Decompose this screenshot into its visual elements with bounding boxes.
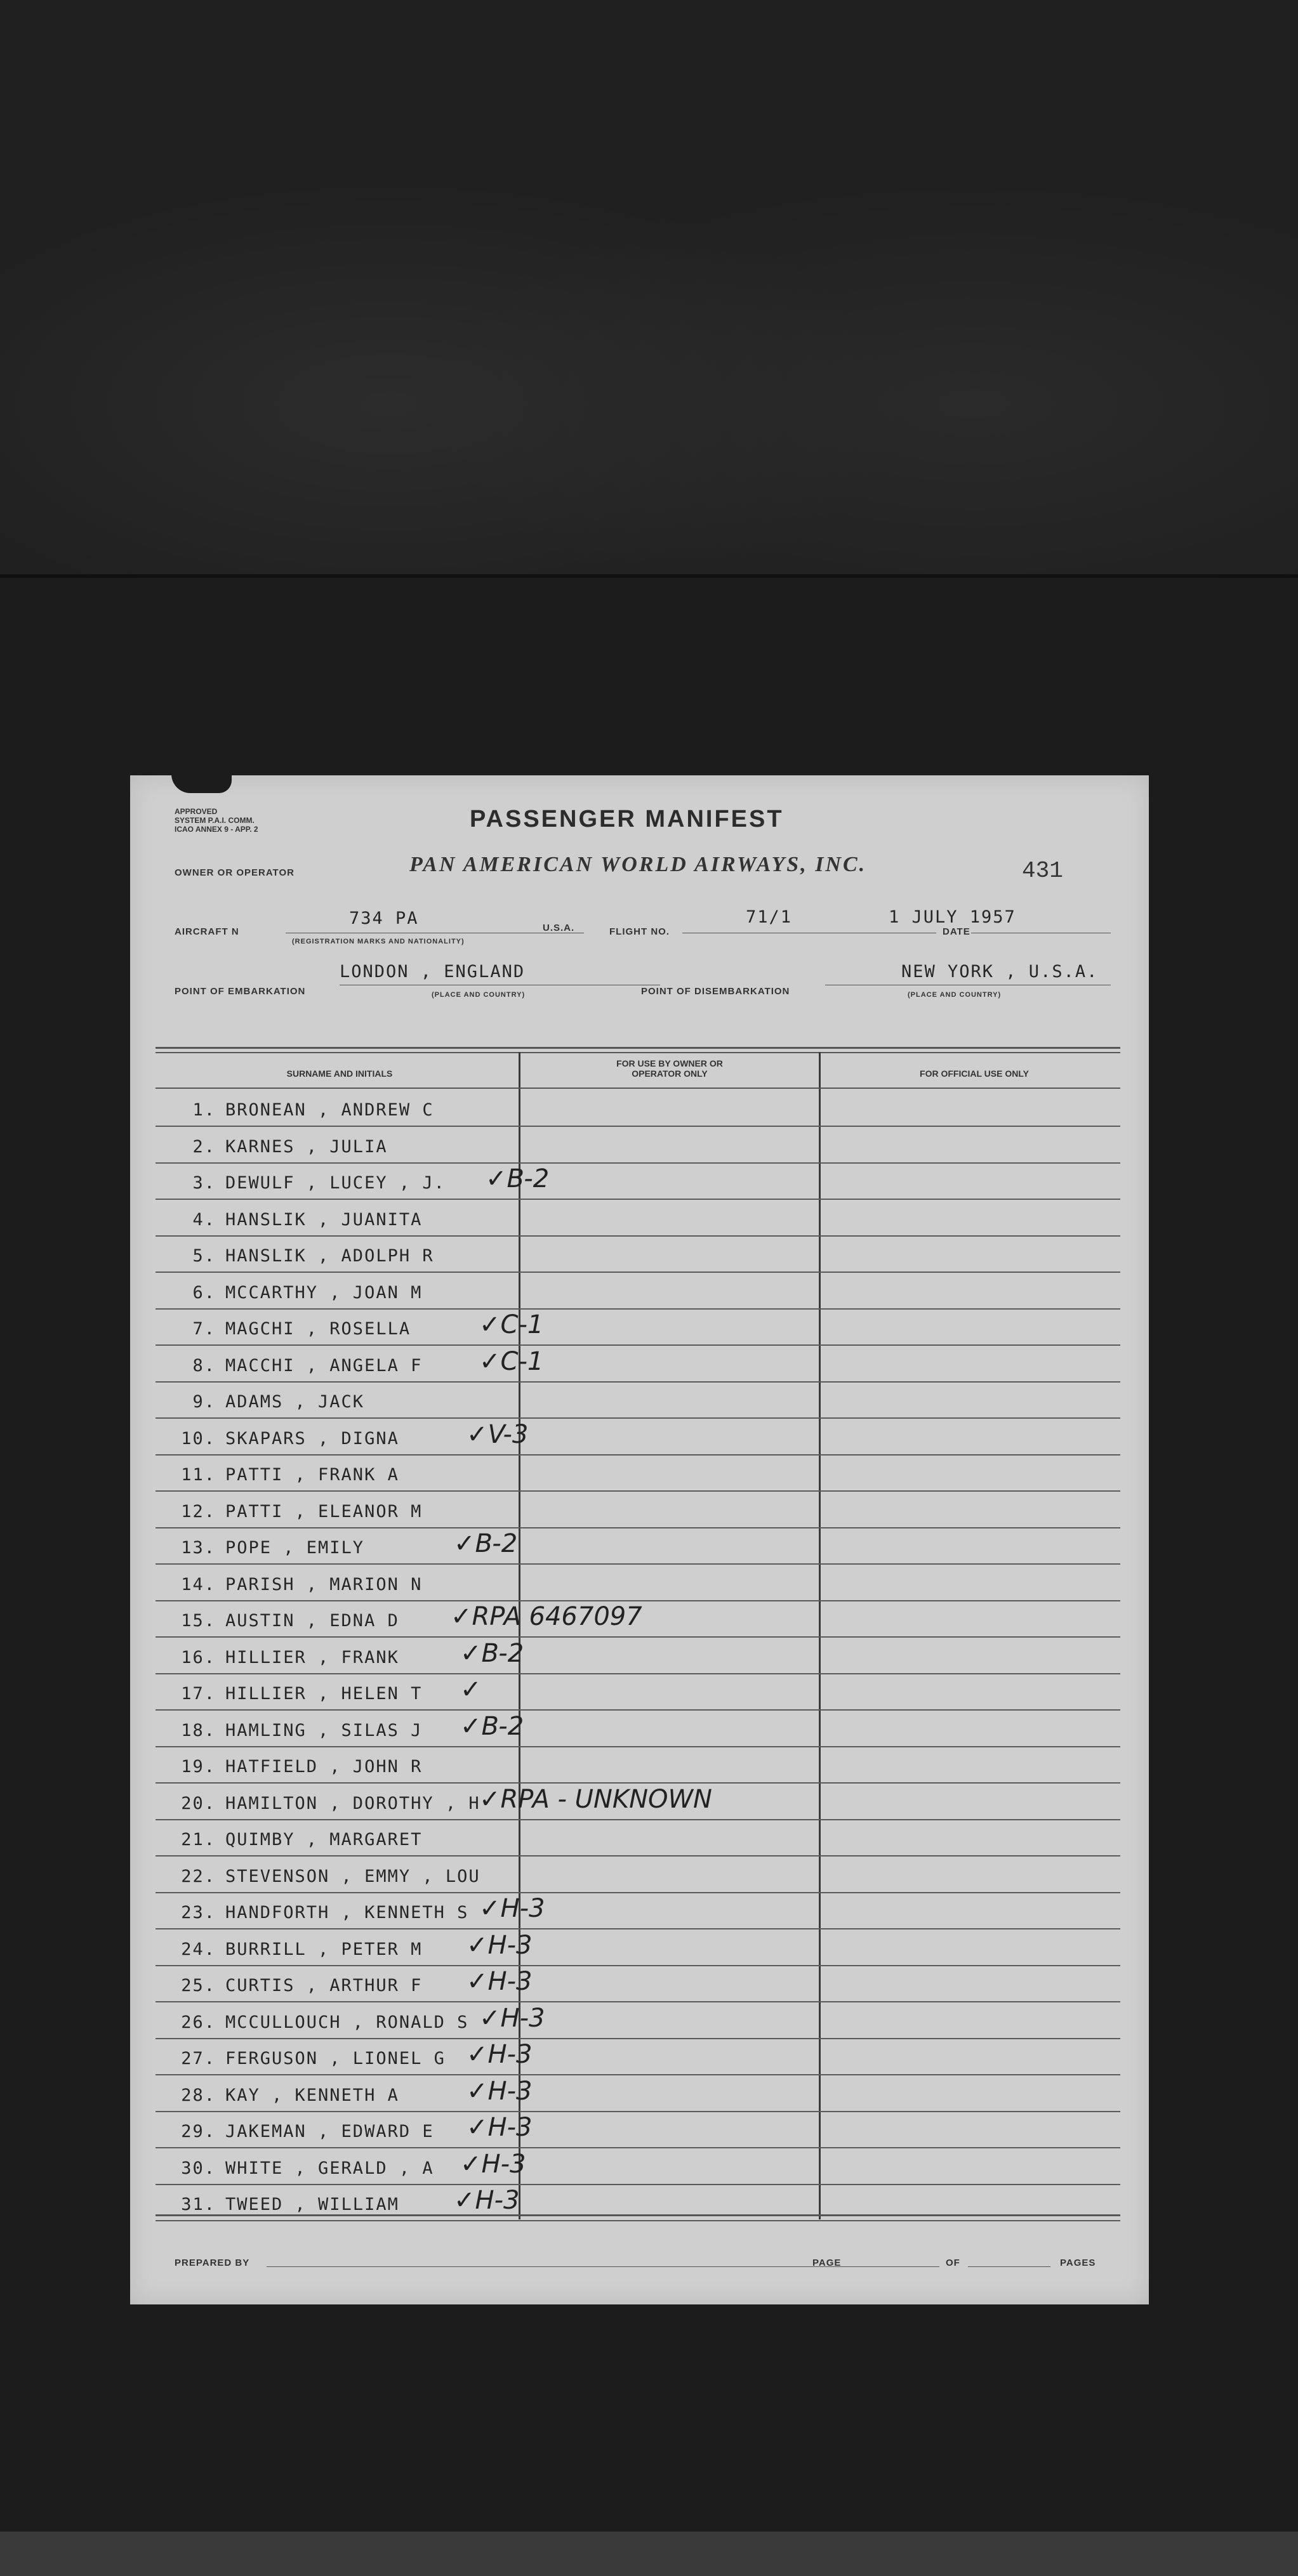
row-number: 4. <box>192 1209 216 1230</box>
table-row <box>156 1492 1120 1528</box>
table-row <box>156 1638 1120 1674</box>
table-row <box>156 1893 1120 1929</box>
row-number: 1. <box>192 1100 216 1120</box>
passenger-name: HATFIELD , JOHN R <box>225 1757 423 1777</box>
table-row <box>156 1929 1120 1966</box>
row-number: 8. <box>192 1355 216 1376</box>
row-number: 7. <box>192 1319 216 1339</box>
handwritten-check-mark: ✓C-1 <box>479 1310 544 1339</box>
table-row <box>156 2148 1120 2185</box>
passenger-name: MCCARTHY , JOAN M <box>225 1282 423 1303</box>
approval-block <box>175 807 258 834</box>
table-row <box>156 1674 1120 1711</box>
approval-line: SYSTEM P.A.I. COMM. <box>175 816 255 825</box>
row-number: 31. <box>181 2195 216 2214</box>
handwritten-check-mark: ✓V-3 <box>467 1419 529 1449</box>
embarkation-value: LONDON , ENGLAND <box>340 962 526 982</box>
row-number: 30. <box>181 2158 216 2178</box>
row-number: 9. <box>192 1392 216 1412</box>
passenger-name: MACCHI , ANGELA F <box>225 1355 423 1376</box>
handwritten-check-mark: ✓H-3 <box>467 2040 533 2069</box>
handwritten-check-mark: ✓RPA 6467097 <box>451 1602 642 1631</box>
row-number: 6. <box>192 1282 216 1303</box>
passenger-name: POPE , EMILY <box>225 1538 365 1558</box>
manifest-title: PASSENGER MANIFEST <box>470 806 784 832</box>
embarkation-label: POINT OF EMBARKATION <box>175 986 306 997</box>
row-number: 26. <box>181 2012 216 2032</box>
passenger-name: HANDFORTH , KENNETH S <box>225 1903 469 1922</box>
passenger-name: JAKEMAN , EDWARD E <box>225 2122 434 2141</box>
table-row <box>156 1309 1120 1346</box>
passenger-name: TWEED , WILLIAM <box>225 2195 399 2214</box>
manifest-sheet <box>130 775 1149 2304</box>
table-row <box>156 1200 1120 1237</box>
handwritten-check-mark: ✓H-3 <box>479 2003 545 2033</box>
table-row <box>156 1784 1120 1820</box>
passenger-name: FERGUSON , LIONEL G <box>225 2049 446 2068</box>
handwritten-check-mark: ✓H-3 <box>454 2186 520 2215</box>
aircraft-label: AIRCRAFT N <box>175 926 239 937</box>
embark-place-note: (PLACE AND COUNTRY) <box>432 991 526 999</box>
row-number: 5. <box>192 1246 216 1266</box>
row-number: 21. <box>181 1830 216 1850</box>
table-row <box>156 1090 1120 1127</box>
date-value: 1 JULY 1957 <box>889 907 1016 927</box>
row-number: 23. <box>181 1903 216 1922</box>
table-row <box>156 1419 1120 1456</box>
row-number: 17. <box>181 1684 216 1704</box>
passenger-name: ADAMS , JACK <box>225 1392 365 1412</box>
pages-label: PAGES <box>1060 2257 1096 2268</box>
registration-note: (REGISTRATION MARKS AND NATIONALITY) <box>292 938 465 945</box>
handwritten-check-mark: ✓H-3 <box>479 1894 545 1923</box>
handwritten-check-mark: ✓ <box>460 1675 482 1704</box>
date-label: DATE <box>943 926 970 937</box>
approval-line: APPROVED <box>175 807 218 816</box>
table-top-rule-2 <box>156 1052 1120 1053</box>
flight-value: 71/1 <box>746 907 793 927</box>
handwritten-check-mark: ✓H-3 <box>467 2113 533 2142</box>
passenger-name: WHITE , GERALD , A <box>225 2158 434 2178</box>
row-number: 24. <box>181 1939 216 1959</box>
passenger-name: MCCULLOUCH , RONALD S <box>225 2012 469 2032</box>
handwritten-check-mark: ✓RPA - UNKNOWN <box>479 1784 712 1814</box>
passenger-name: DEWULF , LUCEY , J. <box>225 1173 446 1193</box>
passenger-name: STEVENSON , EMMY , LOU <box>225 1866 480 1886</box>
table-row <box>156 1711 1120 1747</box>
table-row <box>156 2075 1120 2112</box>
table-bottom-rule <box>156 2214 1120 2216</box>
passenger-name: PARISH , MARION N <box>225 1574 423 1594</box>
passenger-name: PATTI , FRANK A <box>225 1465 399 1485</box>
row-number: 14. <box>181 1574 216 1594</box>
passenger-name: KAY , KENNETH A <box>225 2085 399 2105</box>
row-number: 10. <box>181 1428 216 1449</box>
passenger-name: PATTI , ELEANOR M <box>225 1501 423 1521</box>
header-rule <box>156 1088 1120 1089</box>
row-number: 15. <box>181 1611 216 1631</box>
row-number: 12. <box>181 1501 216 1521</box>
table-row <box>156 1528 1120 1565</box>
row-number: 29. <box>181 2122 216 2141</box>
table-row <box>156 1236 1120 1273</box>
column-header-official: FOR OFFICIAL USE ONLY <box>920 1068 1029 1079</box>
table-row <box>156 1163 1120 1200</box>
torn-corner <box>171 765 232 793</box>
passenger-name: QUIMBY , MARGARET <box>225 1830 423 1850</box>
handwritten-check-mark: ✓H-3 <box>460 2149 526 2179</box>
table-row <box>156 1346 1120 1383</box>
disembarkation-value: NEW YORK , U.S.A. <box>901 962 1099 982</box>
table-row <box>156 1820 1120 1856</box>
row-number: 27. <box>181 2049 216 2068</box>
handwritten-check-mark: ✓B-2 <box>486 1164 550 1193</box>
handwritten-check-mark: ✓B-2 <box>460 1638 524 1668</box>
row-rule <box>156 2220 1120 2221</box>
passenger-name: HANSLIK , JUANITA <box>225 1209 423 1230</box>
passenger-name: HANSLIK , ADOLPH R <box>225 1246 434 1266</box>
column-header-name: SURNAME AND INITIALS <box>286 1068 393 1079</box>
dark-scan-background <box>0 0 1298 577</box>
row-number: 19. <box>181 1757 216 1777</box>
disembarkation-label: POINT OF DISEMBARKATION <box>641 986 790 997</box>
prepared-by-label: PREPARED BY <box>175 2257 250 2268</box>
table-row <box>156 1747 1120 1784</box>
flight-label: FLIGHT NO. <box>609 926 670 937</box>
company-name: PAN AMERICAN WORLD AIRWAYS, INC. <box>409 853 867 876</box>
table-row <box>156 1455 1120 1492</box>
handwritten-check-mark: ✓H-3 <box>467 2076 533 2106</box>
passenger-name: MAGCHI , ROSELLA <box>225 1319 411 1339</box>
row-number: 11. <box>181 1465 216 1485</box>
table-top-rule <box>156 1047 1120 1049</box>
handwritten-check-mark: ✓C-1 <box>479 1346 544 1376</box>
table-row <box>156 1856 1120 1893</box>
handwritten-check-mark: ✓H-3 <box>467 1930 533 1960</box>
table-row <box>156 2039 1120 2075</box>
passenger-name: BRONEAN , ANDREW C <box>225 1100 434 1120</box>
row-number: 18. <box>181 1720 216 1740</box>
row-number: 28. <box>181 2085 216 2105</box>
table-row <box>156 1273 1120 1310</box>
passenger-name: AUSTIN , EDNA D <box>225 1611 399 1631</box>
table-row <box>156 1382 1120 1419</box>
passenger-name: HILLIER , HELEN T <box>225 1684 423 1704</box>
bottom-scan-strip <box>0 2532 1298 2576</box>
approval-line: ICAO ANNEX 9 - APP. 2 <box>175 825 258 834</box>
owner-label: OWNER OR OPERATOR <box>175 867 295 878</box>
page-number: 431 <box>1022 858 1063 884</box>
row-number: 16. <box>181 1647 216 1667</box>
table-row <box>156 1601 1120 1638</box>
passenger-name: BURRILL , PETER M <box>225 1939 423 1959</box>
handwritten-check-mark: ✓B-2 <box>460 1711 524 1741</box>
row-number: 25. <box>181 1976 216 1995</box>
aircraft-value: 734 PA <box>349 909 419 928</box>
of-label: OF <box>946 2257 960 2268</box>
table-row <box>156 1966 1120 2002</box>
passenger-name: KARNES , JULIA <box>225 1136 388 1157</box>
table-row <box>156 2112 1120 2148</box>
row-number: 22. <box>181 1866 216 1886</box>
handwritten-check-mark: ✓B-2 <box>454 1529 518 1558</box>
table-row <box>156 2002 1120 2039</box>
passenger-name: HAMLING , SILAS J <box>225 1720 423 1740</box>
row-number: 20. <box>181 1793 216 1813</box>
table-row <box>156 1565 1120 1601</box>
of-line <box>968 2266 1050 2267</box>
column-header-owner: FOR USE BY OWNER OR OPERATOR ONLY <box>616 1058 723 1079</box>
row-number: 13. <box>181 1538 216 1558</box>
table-row <box>156 1127 1120 1164</box>
row-number: 2. <box>192 1136 216 1157</box>
passenger-name: SKAPARS , DIGNA <box>225 1428 399 1449</box>
passenger-name: HAMILTON , DOROTHY , H <box>225 1793 480 1813</box>
passenger-name: CURTIS , ARTHUR F <box>225 1976 423 1995</box>
disembark-place-note: (PLACE AND COUNTRY) <box>908 991 1002 999</box>
passenger-name: HILLIER , FRANK <box>225 1647 399 1667</box>
page-label: PAGE <box>812 2257 842 2268</box>
country-label: U.S.A. <box>543 923 575 933</box>
handwritten-check-mark: ✓H-3 <box>467 1967 533 1996</box>
row-number: 3. <box>192 1173 216 1193</box>
